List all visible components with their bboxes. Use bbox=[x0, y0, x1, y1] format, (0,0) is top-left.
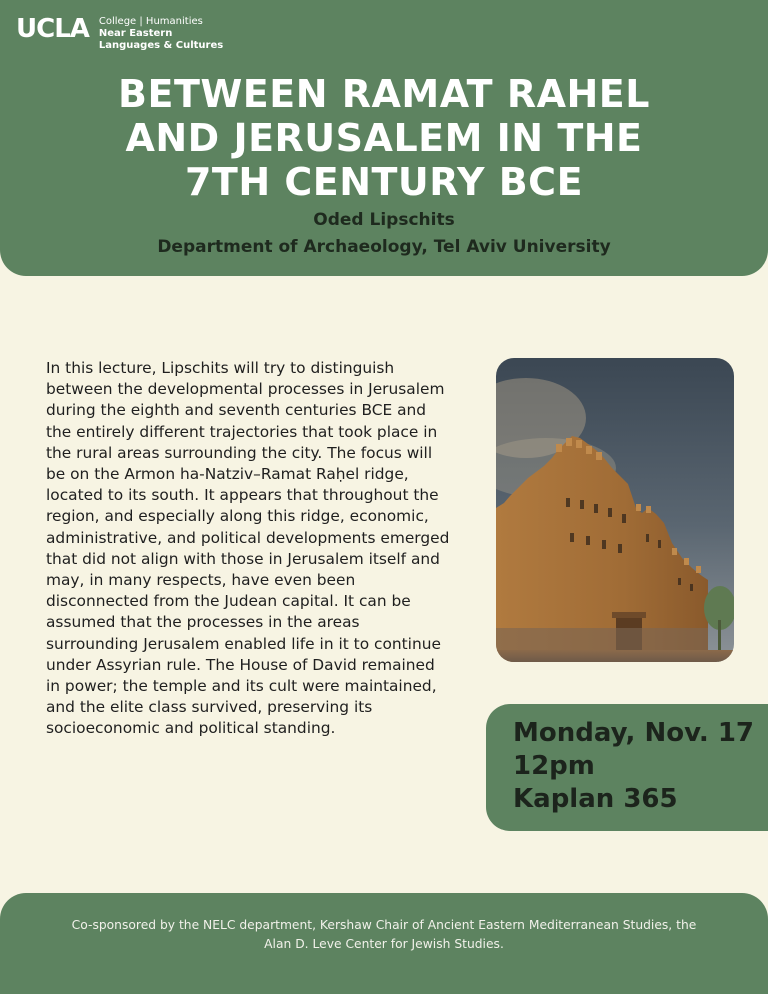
header-banner bbox=[0, 0, 768, 276]
fortress-reconstruction-image bbox=[496, 358, 734, 662]
lecture-title bbox=[40, 72, 728, 204]
footer-banner bbox=[0, 893, 768, 994]
title-line-1: BETWEEN RAMAT RAHEL bbox=[118, 72, 650, 116]
logo-line-college: College | Humanities bbox=[98, 16, 203, 27]
co-sponsor-line-2: Alan D. Leve Center for Jewish Studies. bbox=[264, 937, 504, 951]
co-sponsor-line-1: Co-sponsored by the NELC department, Kershaw Chair of Ancient Eastern Mediterranean Studies, the bbox=[71, 918, 697, 932]
title-line-2: AND JERUSALEM IN THE bbox=[125, 116, 643, 160]
event-time: 12pm bbox=[513, 751, 595, 781]
logo-line-near-eastern: Near Eastern bbox=[98, 28, 173, 39]
speaker-block bbox=[40, 207, 728, 261]
event-location: Kaplan 365 bbox=[513, 784, 678, 814]
title-line-3: 7TH CENTURY BCE bbox=[184, 160, 584, 204]
ucla-wordmark: UCLA bbox=[16, 14, 89, 44]
event-details-box bbox=[486, 704, 768, 831]
lecture-description: In this lecture, Lipschits will try to distinguish between the developmental processes in Jerusalem during the eighth and seventh centuries BCE and the entirely different trajectories that took place in the rural areas surrounding the city. The focus will be on the Armon ha-Natziv–Ramat Raḥel ridge, located to its south. It appears that throughout the region, and especially along this ridge, economic, administrative, and political developments emerged that did not align with those in Jerusalem itself and may, in many respects, have even been disconnected from the Judean capital. It can be assumed that the processes in the areas surrounding Jerusalem enabled life in it to continue under Assyrian rule. The House of David remained in power; the temple and its cult were maintained, and the elite class survived, preserving its socioeconomic and political standing. bbox=[46, 359, 450, 738]
logo-line-languages: Languages & Cultures bbox=[98, 40, 224, 51]
speaker-affiliation: Department of Archaeology, Tel Aviv University bbox=[157, 237, 611, 257]
event-date: Monday, Nov. 17 bbox=[513, 718, 755, 748]
speaker-name: Oded Lipschits bbox=[313, 210, 455, 230]
ucla-logo bbox=[16, 14, 223, 52]
department-lockup bbox=[99, 16, 223, 52]
co-sponsor-note bbox=[60, 916, 708, 954]
